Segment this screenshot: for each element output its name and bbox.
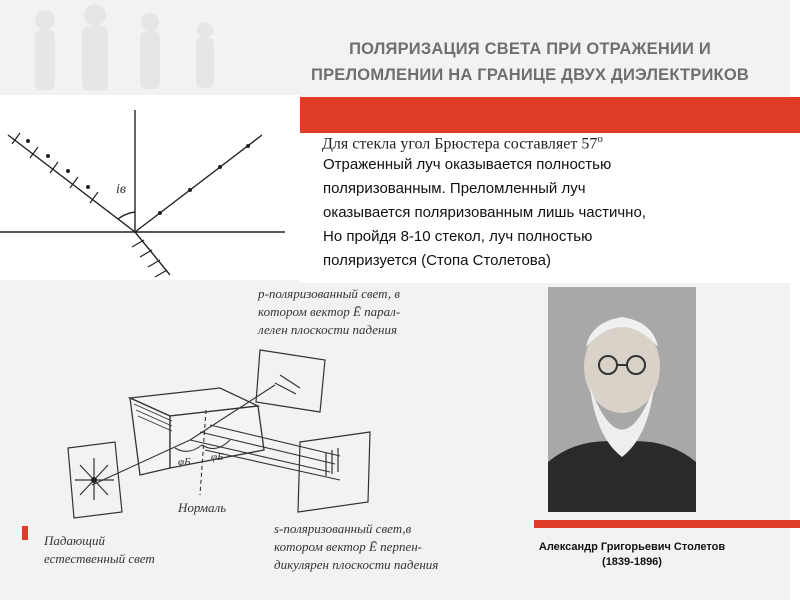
s-label-line: дикулярен плоскости падения [274,557,439,572]
p-label-line: лелен плоскости падения [258,322,397,337]
caption-name: Александр Григорьевич Столетов [538,541,726,553]
polarization-diagram [30,280,505,585]
brewster-degree: о [597,133,603,145]
portrait-image [548,287,696,512]
angle-arc [118,212,135,219]
p-screen [256,350,325,412]
silhouette-decoration [0,0,240,95]
description-line: оказывается поляризованным лишь частично, [323,204,646,221]
accent-tick [22,526,28,540]
incident-label-line: Падающий [44,533,105,548]
s-label-line: s-поляризованный свет,в [274,521,412,536]
p-label-line: котором вектор Ē парал- [258,304,401,319]
portrait-drawing [548,287,696,512]
description-text [323,153,783,273]
title-line-1: ПОЛЯРИЗАЦИЯ СВЕТА ПРИ ОТРАЖЕНИИ И [349,40,711,58]
description-line: поляризованным. Преломленный луч [323,180,586,197]
incident-point [91,477,97,483]
slide-title [270,36,790,88]
phi-label: φБ [178,456,191,468]
p-label-line: р-поляризованный свет, в [258,286,400,301]
caption-accent-line [534,520,800,528]
caption-years: (1839-1896) [602,556,662,568]
incident-label-line: естественный свет [44,551,155,566]
accent-bar [284,97,800,133]
description-line: Но пройдя 8-10 стекол, луч полностью [323,228,593,245]
refracted-ray [135,232,170,275]
brewster-angle-text [322,133,603,153]
brewster-text: Для стекла угол Брюстера составляет 57 [322,135,598,153]
description-line: поляризуется (Стопа Столетова) [323,252,551,269]
title-line-2: ПРЕЛОМЛЕНИИ НА ГРАНИЦЕ ДВУХ ДИЭЛЕКТРИКОВ [311,66,749,84]
reflection-diagram [0,95,300,280]
description-line: Отраженный луч оказывается полностью [323,156,612,173]
s-screen [298,432,370,512]
normal-label: Нормаль [178,500,227,515]
portrait-caption [512,540,752,570]
angle-label: iв [116,182,126,197]
phi-label: φБ [211,451,224,463]
s-label-line: котором вектор Ē перпен- [274,539,422,554]
reflected-ray [135,135,262,232]
